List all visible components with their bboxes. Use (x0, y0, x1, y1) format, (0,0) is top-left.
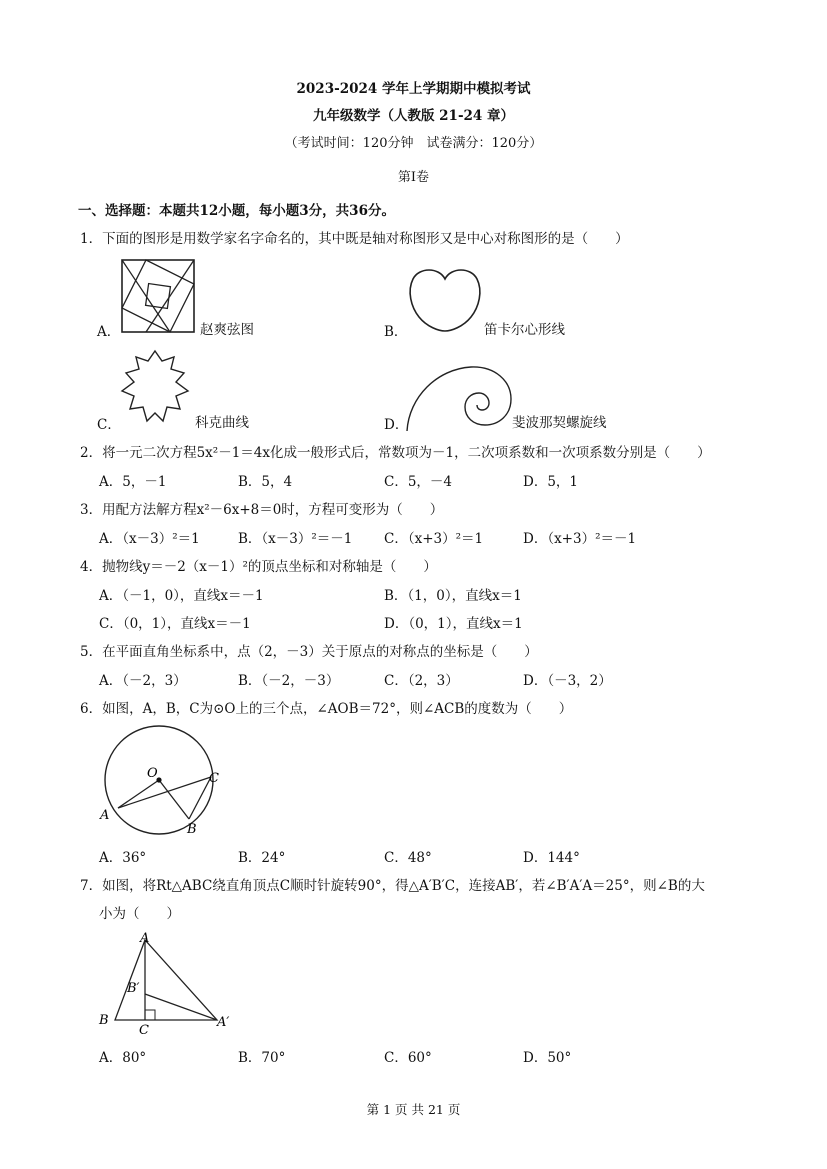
q7-option-b[interactable]: B．70° (238, 1050, 286, 1066)
exam-subtitle: 九年级数学（人教版 21-24 章） (312, 108, 515, 124)
exam-title: 2023-2024 学年上学期期中模拟考试 (296, 81, 531, 97)
q6-option-d[interactable]: D．144° (523, 850, 580, 866)
q7-label-a: A (140, 931, 150, 946)
q4-option-d[interactable]: D．（0，1），直线x＝1 (384, 616, 523, 632)
q7-option-a[interactable]: A．80° (99, 1050, 147, 1066)
q1-option-b-caption: 笛卡尔心形线 (484, 322, 565, 338)
q2-option-a[interactable]: A．5，－1 (99, 474, 167, 490)
q6-option-c[interactable]: C．48° (384, 850, 432, 866)
q4-option-a[interactable]: A．（－1，0），直线x＝－1 (99, 588, 264, 604)
volume-heading: 第Ⅰ卷 (397, 170, 430, 185)
cardioid-figure (405, 265, 485, 333)
q2-stem: 2．将一元二次方程5x²－1＝4x化成一般形式后，常数项为－1，二次项系数和一次项系数分别是（ ） (80, 445, 711, 461)
q1-option-d-letter[interactable]: D． (384, 417, 409, 433)
q4-option-c[interactable]: C．（0，1），直线x＝－1 (99, 616, 251, 632)
q4-stem: 4．抛物线y＝－2（x－1）²的顶点坐标和对称轴是（ ） (80, 559, 437, 575)
q6-label-c: C (209, 771, 219, 786)
koch-snowflake-figure (118, 349, 193, 429)
q2-option-d[interactable]: D．5，1 (523, 474, 579, 490)
zhao-shuang-figure (120, 258, 198, 334)
q6-circle-figure (95, 725, 235, 840)
q1-stem: 1．下面的图形是用数学家名字命名的，其中既是轴对称图形又是中心对称图形的是（ ） (80, 231, 629, 247)
q5-option-c[interactable]: C．（2，3） (384, 673, 459, 689)
q6-label-b: B (187, 822, 197, 837)
q3-option-a[interactable]: A．（x－3）²＝1 (99, 531, 200, 547)
q5-option-b[interactable]: B．（－2，－3） (238, 673, 340, 689)
q3-option-b[interactable]: B．（x－3）²＝－1 (238, 531, 353, 547)
q6-label-o: O (147, 766, 158, 781)
q7-label-b: B (99, 1013, 109, 1028)
q5-stem: 5．在平面直角坐标系中，点（2，－3）关于原点的对称点的坐标是（ ） (80, 644, 538, 660)
q1-option-c-letter[interactable]: C． (97, 417, 121, 433)
q6-stem: 6．如图，A，B，C为⊙O上的三个点，∠AOB＝72°，则∠ACB的度数为（ ） (80, 701, 573, 717)
q2-option-c[interactable]: C．5，－4 (384, 474, 453, 490)
exam-info: （考试时间：120分钟 试卷满分：120分） (284, 136, 543, 151)
q5-option-a[interactable]: A．（－2，3） (99, 673, 187, 689)
q7-triangle-figure (95, 930, 240, 1040)
page-footer: 第 1 页 共 21 页 (366, 1102, 461, 1117)
q1-option-d-caption: 斐波那契螺旋线 (512, 415, 607, 431)
q1-option-a-caption: 赵爽弦图 (200, 322, 254, 338)
q2-option-b[interactable]: B．5，4 (238, 474, 293, 490)
q7-label-c: C (139, 1023, 149, 1038)
q7-option-c[interactable]: C．60° (384, 1050, 432, 1066)
q3-option-d[interactable]: D．（x+3）²＝－1 (523, 531, 637, 547)
q7-stem-line2: 小为（ ） (99, 906, 180, 922)
q1-option-a-letter[interactable]: A． (97, 324, 121, 340)
q7-option-d[interactable]: D．50° (523, 1050, 572, 1066)
q7-label-a-prime: A′ (217, 1015, 230, 1030)
q5-option-d[interactable]: D．（－3，2） (523, 673, 612, 689)
q7-label-b-prime: B′ (127, 981, 140, 996)
fibonacci-spiral-figure (403, 363, 515, 433)
q1-option-b-letter[interactable]: B． (384, 324, 408, 340)
q7-stem-line1: 7．如图，将Rt△ABC绕直角顶点C顺时针旋转90°，得△A′B′C，连接AB′，若∠B′A′A＝25°，则∠B的大 (80, 878, 705, 894)
section-heading: 一、选择题：本题共12小题，每小题3分，共36分。 (78, 203, 395, 219)
q6-option-b[interactable]: B．24° (238, 850, 286, 866)
q4-option-b[interactable]: B．（1，0），直线x＝1 (384, 588, 522, 604)
q3-option-c[interactable]: C．（x+3）²＝1 (384, 531, 484, 547)
q3-stem: 3．用配方法解方程x²－6x+8＝0时，方程可变形为（ ） (80, 502, 444, 518)
q6-label-a: A (100, 808, 110, 823)
q6-option-a[interactable]: A．36° (99, 850, 147, 866)
q1-option-c-caption: 科克曲线 (195, 415, 249, 431)
